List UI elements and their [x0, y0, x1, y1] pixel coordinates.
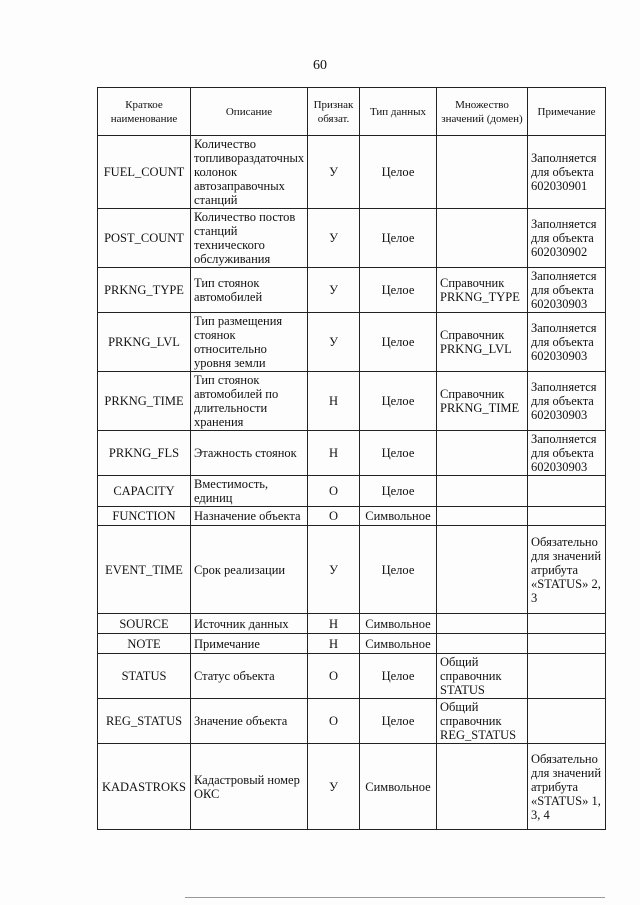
cell-description: Количество топливораздаточных колонок автозаправочных станций: [191, 136, 308, 209]
table-row: [98, 744, 606, 830]
cell-short-name: EVENT_TIME: [98, 526, 191, 614]
bottom-scan-line: [185, 897, 605, 898]
cell-description: Тип стоянок автомобилей: [191, 268, 308, 313]
cell-description: Вместимость, единиц: [191, 476, 308, 507]
cell-short-name: REG_STATUS: [98, 699, 191, 744]
cell-description: Назначение объекта: [191, 507, 308, 526]
table-row: [98, 634, 606, 654]
cell-short-name: PRKNG_FLS: [98, 431, 191, 476]
cell-required: О: [308, 507, 360, 526]
table-row: [98, 614, 606, 634]
page-number: 60: [313, 58, 327, 73]
header-short-name: Краткое наименование: [98, 88, 191, 136]
cell-note: Заполняется для объекта 602030902: [528, 209, 606, 268]
cell-short-name: PRKNG_LVL: [98, 313, 191, 372]
cell-required: У: [308, 744, 360, 830]
cell-note: Заполняется для объекта 602030903: [528, 268, 606, 313]
cell-description: Примечание: [191, 634, 308, 654]
cell-domain: Справочник PRKNG_TYPE: [437, 268, 528, 313]
cell-note: [528, 614, 606, 634]
cell-required: Н: [308, 614, 360, 634]
cell-domain: [437, 526, 528, 614]
cell-domain: [437, 209, 528, 268]
cell-short-name: KADASTROKS: [98, 744, 191, 830]
cell-note: [528, 507, 606, 526]
table-row: [98, 372, 606, 431]
cell-description: Тип размещения стоянок относительно уровня земли: [191, 313, 308, 372]
cell-data-type: Символьное: [360, 634, 437, 654]
cell-short-name: PRKNG_TIME: [98, 372, 191, 431]
cell-description: Срок реализации: [191, 526, 308, 614]
cell-data-type: Целое: [360, 526, 437, 614]
cell-data-type: Целое: [360, 313, 437, 372]
cell-short-name: STATUS: [98, 654, 191, 699]
cell-note: Обязательно для значений атрибута «STATUS» 2, 3: [528, 526, 606, 614]
cell-required: О: [308, 654, 360, 699]
header-domain: Множество значений (домен): [437, 88, 528, 136]
cell-domain: Общий справочник REG_STATUS: [437, 699, 528, 744]
cell-description: Статус объекта: [191, 654, 308, 699]
cell-description: Источник данных: [191, 614, 308, 634]
cell-required: Н: [308, 372, 360, 431]
table-row: [98, 313, 606, 372]
cell-required: Н: [308, 431, 360, 476]
cell-short-name: PRKNG_TYPE: [98, 268, 191, 313]
cell-data-type: Целое: [360, 209, 437, 268]
cell-description: Тип стоянок автомобилей по длительности хранения: [191, 372, 308, 431]
table-row: [98, 654, 606, 699]
cell-short-name: POST_COUNT: [98, 209, 191, 268]
cell-domain: Справочник PRKNG_TIME: [437, 372, 528, 431]
cell-data-type: Целое: [360, 268, 437, 313]
attribute-table: [97, 87, 606, 830]
cell-data-type: Целое: [360, 654, 437, 699]
cell-required: У: [308, 526, 360, 614]
cell-note: Заполняется для объекта 602030901: [528, 136, 606, 209]
cell-domain: [437, 744, 528, 830]
cell-note: Обязательно для значений атрибута «STATUS» 1, 3, 4: [528, 744, 606, 830]
header-data-type: Тип данных: [360, 88, 437, 136]
cell-short-name: CAPACITY: [98, 476, 191, 507]
table-header-row: [98, 88, 606, 136]
cell-note: [528, 634, 606, 654]
cell-short-name: FUNCTION: [98, 507, 191, 526]
cell-required: У: [308, 268, 360, 313]
cell-data-type: Целое: [360, 372, 437, 431]
cell-short-name: SOURCE: [98, 614, 191, 634]
cell-data-type: Символьное: [360, 614, 437, 634]
table-row: [98, 476, 606, 507]
table-row: [98, 699, 606, 744]
cell-short-name: NOTE: [98, 634, 191, 654]
header-description: Описание: [191, 88, 308, 136]
cell-data-type: Символьное: [360, 744, 437, 830]
cell-data-type: Целое: [360, 431, 437, 476]
cell-domain: [437, 136, 528, 209]
cell-short-name: FUEL_COUNT: [98, 136, 191, 209]
cell-note: Заполняется для объекта 602030903: [528, 372, 606, 431]
header-required: Признак обязат.: [308, 88, 360, 136]
table-row: [98, 209, 606, 268]
cell-data-type: Целое: [360, 136, 437, 209]
cell-domain: [437, 634, 528, 654]
cell-required: У: [308, 136, 360, 209]
cell-note: [528, 476, 606, 507]
table-row: [98, 268, 606, 313]
cell-required: У: [308, 313, 360, 372]
cell-domain: [437, 431, 528, 476]
cell-note: [528, 699, 606, 744]
cell-domain: [437, 614, 528, 634]
cell-domain: [437, 476, 528, 507]
header-note: Примечание: [528, 88, 606, 136]
cell-note: Заполняется для объекта 602030903: [528, 431, 606, 476]
cell-required: О: [308, 699, 360, 744]
cell-note: Заполняется для объекта 602030903: [528, 313, 606, 372]
cell-description: Этажность стоянок: [191, 431, 308, 476]
cell-data-type: Целое: [360, 476, 437, 507]
cell-data-type: Символьное: [360, 507, 437, 526]
cell-note: [528, 654, 606, 699]
cell-domain: Общий справочник STATUS: [437, 654, 528, 699]
table-row: [98, 507, 606, 526]
cell-description: Количество постов станций технического обслуживания: [191, 209, 308, 268]
cell-description: Значение объекта: [191, 699, 308, 744]
cell-domain: [437, 507, 528, 526]
cell-required: У: [308, 209, 360, 268]
cell-required: О: [308, 476, 360, 507]
table-row: [98, 526, 606, 614]
cell-description: Кадастровый номер ОКС: [191, 744, 308, 830]
cell-required: Н: [308, 634, 360, 654]
table-row: [98, 431, 606, 476]
cell-data-type: Целое: [360, 699, 437, 744]
table-row: [98, 136, 606, 209]
cell-domain: Справочник PRKNG_LVL: [437, 313, 528, 372]
